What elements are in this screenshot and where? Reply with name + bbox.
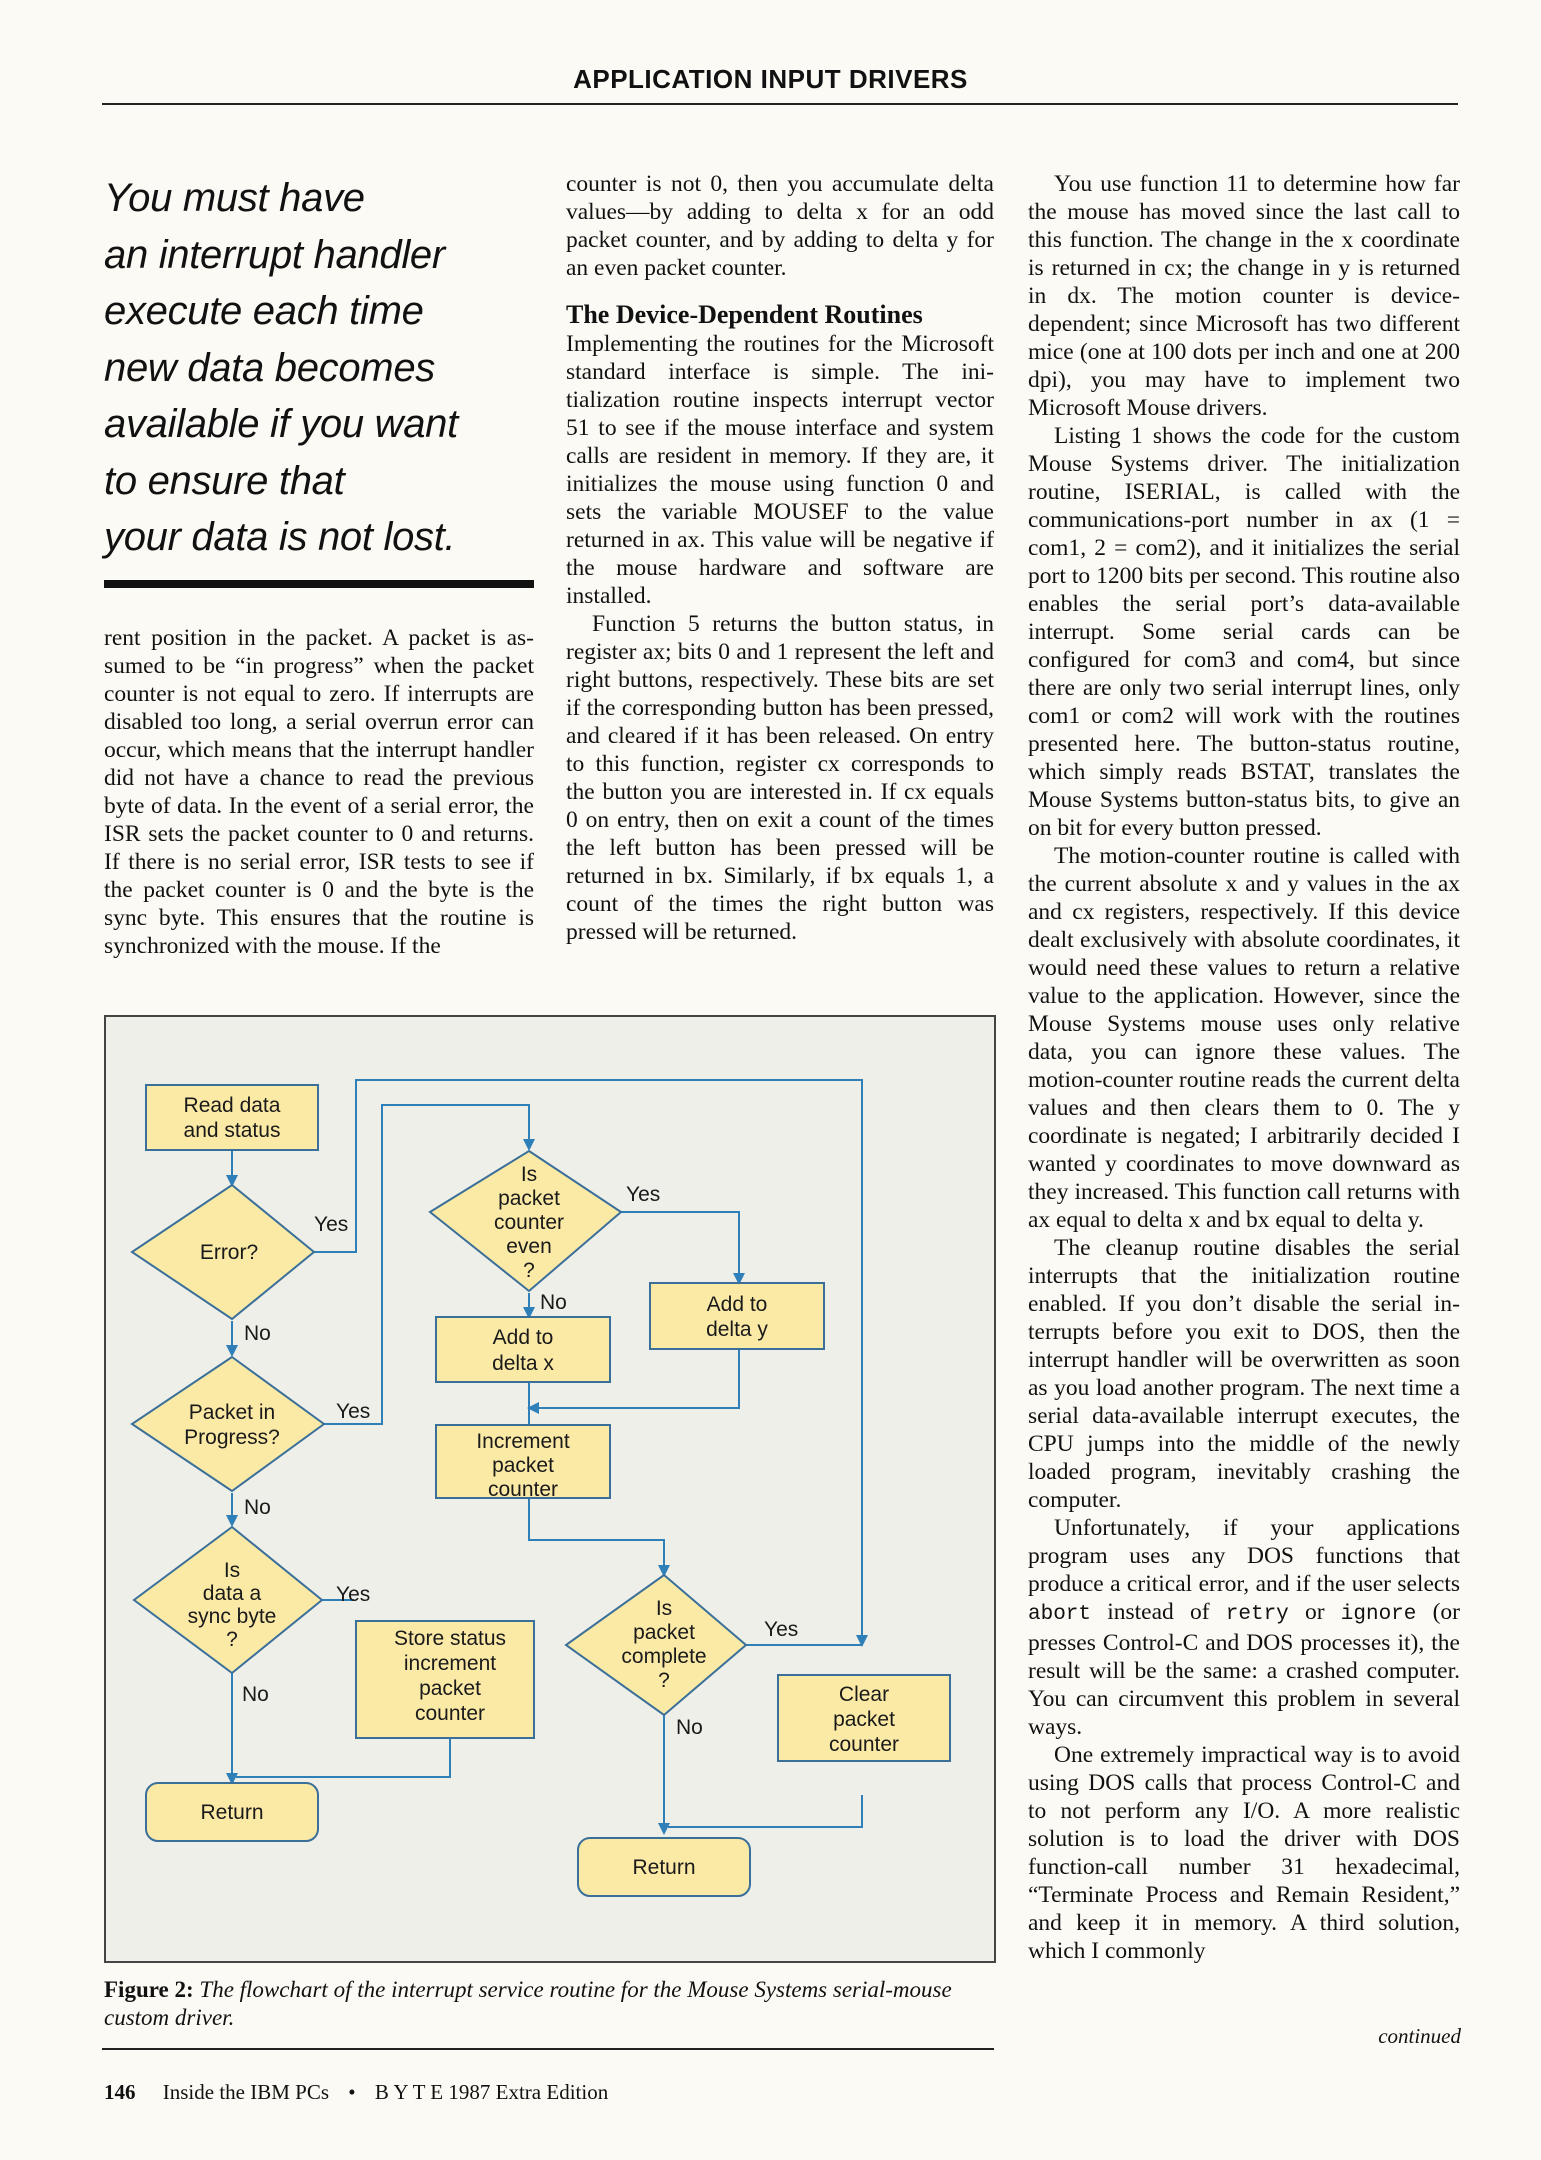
decision-label: even bbox=[506, 1235, 552, 1258]
no-label: No bbox=[540, 1291, 567, 1314]
decision-label: sync byte bbox=[187, 1605, 277, 1628]
yes-label: Yes bbox=[336, 1583, 371, 1606]
continued-label: continued bbox=[1378, 2024, 1461, 2048]
no-label: No bbox=[244, 1322, 271, 1345]
box-label: counter bbox=[487, 1478, 559, 1501]
body-paragraph: The cleanup routine disables the serial interrupts that the initialization routine enabled. If you don’t disable the serial interrupts before you exit to DOS, then the interrupt handler will be overwritten as soon as you load another program. The next time a serial data-available interrupt executes, the CPU jumps into the middle of the newly loaded program, inevitably crashing the computer. bbox=[1028, 1235, 1460, 1513]
box-label: Clear bbox=[838, 1683, 890, 1706]
pull-quote-rule bbox=[104, 580, 534, 588]
pull-quote-line: available if you want bbox=[104, 402, 458, 446]
yes-label: Yes bbox=[626, 1183, 661, 1206]
page-number: 146 bbox=[104, 2080, 136, 2104]
code-abort: abort bbox=[1028, 1603, 1092, 1626]
box-label: Increment bbox=[476, 1430, 570, 1453]
box-label: Return bbox=[632, 1856, 696, 1879]
header-rule bbox=[102, 103, 1458, 105]
decision-label: Is bbox=[520, 1163, 538, 1186]
box-label: packet bbox=[419, 1677, 481, 1700]
decision-label: Error? bbox=[199, 1241, 259, 1264]
body-paragraph: You use function 11 to determine how far the mouse has moved since the last call to this function. The change in the x coordinate is returned in cx; the change in y is returned in dx. The motion counter is device-dependent; since Microsoft has two different mice (one at 100 dots per inch and one at 200 dpi), you may have to implement two Microsoft Mouse drivers. bbox=[1028, 171, 1460, 421]
decision-label: Packet in bbox=[188, 1401, 276, 1424]
code-retry: retry bbox=[1225, 1603, 1289, 1626]
text-run: Unfortunately, if your applications program uses any DOS functions that produce a critical error, and if the user selects bbox=[1028, 1515, 1460, 1597]
no-label: No bbox=[244, 1496, 271, 1519]
code-ignore: ignore bbox=[1340, 1603, 1417, 1626]
section-heading: The Device-Dependent Routines bbox=[566, 300, 923, 329]
box-label: Store status bbox=[393, 1627, 507, 1650]
flowchart-figure bbox=[104, 1015, 996, 1963]
yes-label: Yes bbox=[336, 1400, 371, 1423]
pull-quote-line: You must have bbox=[104, 176, 365, 220]
box-label: delta y bbox=[706, 1318, 768, 1341]
decision-label: ? bbox=[523, 1259, 535, 1282]
yes-label: Yes bbox=[314, 1213, 349, 1236]
flowchart bbox=[104, 1015, 996, 1963]
box-label: Add to bbox=[492, 1326, 554, 1349]
footer-rule bbox=[102, 2048, 994, 2050]
decision-label: Is bbox=[655, 1597, 673, 1620]
decision-label: ? bbox=[226, 1628, 238, 1651]
box-label: Return bbox=[200, 1801, 264, 1824]
yes-label: Yes bbox=[764, 1618, 799, 1641]
running-header: APPLICATION INPUT DRIVERS bbox=[573, 64, 968, 94]
text-run: (or presses Control-C and DOS processes it), the result will be the same: a crashed computer. You can circumvent this problem in several ways. bbox=[1028, 1599, 1460, 1740]
footer-separator: • bbox=[348, 2080, 356, 2104]
magazine-name: B Y T E 1987 Extra Edition bbox=[374, 2080, 609, 2104]
no-label: No bbox=[242, 1683, 269, 1706]
body-paragraph: rent position in the packet. A packet is assumed to be “in progress” when the packet counter is not equal to zero. If interrupts are disabled too long, a serial overrun error can occur, which means that the interrupt handler did not have a chance to read the previous byte of data. In the event of a serial error, the ISR sets the packet counter to 0 and returns. If there is no serial error, ISR tests to see if the packet counter is 0 and the byte is the sync byte. This ensures that the routine is synchronized with the mouse. If the bbox=[104, 625, 534, 959]
body-paragraph: The motion-counter routine is called with the current absolute x and y values in the ax and cx registers, respectively. If this device dealt exclusively with absolute coordinates, it would need these values to return a relative value to the application. However, since the Mouse Systems mouse uses only relative data, you can ignore these values. The motion-counter routine reads the current delta values and then clears them to 0. The y coordinate is negated; I arbitrarily decided I wanted y coordinates to move downward as they increased. This function call returns with ax equal to delta x and bx equal to delta y. bbox=[1028, 843, 1460, 1233]
decision-label: packet bbox=[633, 1621, 695, 1644]
page-footer bbox=[104, 2080, 608, 2105]
body-paragraph: counter is not 0, then you accumulate delta values—by adding to delta x for an odd packet counter, and by adding to delta y for an even packet counter. bbox=[566, 171, 994, 281]
box-label: Add to bbox=[706, 1293, 768, 1316]
box-label: packet bbox=[833, 1708, 895, 1731]
decision-label: ? bbox=[658, 1669, 670, 1692]
box-label: and status bbox=[183, 1119, 281, 1142]
decision-label: Is bbox=[223, 1559, 241, 1582]
pull-quote-line: execute each time bbox=[104, 289, 424, 333]
publication-name: Inside the IBM PCs bbox=[162, 2080, 330, 2104]
decision-label: complete bbox=[621, 1645, 707, 1668]
pull-quote bbox=[104, 170, 544, 566]
body-paragraph: One extremely impractical way is to avoid using DOS calls that process Control-C and to not perform any I/O. A more realistic solution is to load the driver with DOS function-call number 31 hexadecimal, “Terminate Process and Remain Resident,” and keep it in memory. A third solution, which I commonly bbox=[1028, 1742, 1460, 1964]
box-label: increment bbox=[403, 1652, 497, 1675]
box-label: counter bbox=[414, 1702, 486, 1725]
figure-caption bbox=[104, 1976, 1004, 2032]
pull-quote-line: to ensure that bbox=[104, 458, 345, 503]
box-label: delta x bbox=[492, 1352, 554, 1375]
no-label: No bbox=[676, 1716, 703, 1739]
decision-label: counter bbox=[493, 1211, 565, 1234]
box-label: Read data bbox=[183, 1094, 281, 1117]
pull-quote-line: new data becomes bbox=[104, 345, 435, 390]
decision-label: packet bbox=[498, 1187, 560, 1210]
text-run: or bbox=[1304, 1599, 1325, 1625]
figure-label: Figure 2: bbox=[104, 1977, 194, 2002]
text-run: instead of bbox=[1107, 1599, 1210, 1625]
box-label: counter bbox=[828, 1733, 900, 1756]
column-1 bbox=[104, 624, 534, 960]
body-paragraph: Listing 1 shows the code for the custom Mouse Systems driver. The initialization routine, ISERIAL, is called with the communications-port number in ax (1 = com1, 2 = com2), and it initializes the serial port to 1200 bits per second. This routine also enables the serial port’s data-available interrupt. Some serial cards can be configured for com3 and com4, but since there are only two serial interrupt lines, only com1 or com2 will work with the routines presented here. The button-status routine, which simply reads BSTAT, translates the Mouse Systems button-status bits, to give an on bit for every button pressed. bbox=[1028, 423, 1460, 841]
body-paragraph bbox=[1028, 1514, 1460, 1741]
body-paragraph: Function 5 returns the button status, in register ax; bits 0 and 1 represent the left and right buttons, respectively. These bits are set if the corresponding button has been pressed, and cleared if it has been released. On entry to this function, register cx corresponds to the button you are interested in. If cx equals 0 on entry, then on exit a count of the times the left button has been pressed will be returned in bx. Similarly, if bx equals 1, a count of the times the right button was pressed will be returned. bbox=[566, 611, 994, 945]
body-paragraph: Implementing the routines for the Microsoft standard interface is simple. The initialization routine inspects interrupt vector 51 to see if the mouse interface and system calls are resident in memory. If they are, it initializes the mouse using function 0 and sets the variable MOUSEF to the value returned in ax. This value will be negative if the mouse hardware and software are installed. bbox=[566, 331, 994, 609]
column-2 bbox=[566, 170, 994, 946]
box-label: packet bbox=[492, 1454, 554, 1477]
pull-quote-line: an interrupt handler bbox=[104, 232, 445, 277]
decision-label: data a bbox=[202, 1582, 262, 1605]
pull-quote-line: your data is not lost. bbox=[104, 515, 456, 559]
figure-caption-text: The flowchart of the interrupt service routine for the Mouse Systems serial-mouse custom driver. bbox=[104, 1977, 952, 2030]
decision-label: Progress? bbox=[184, 1426, 280, 1449]
column-3 bbox=[1028, 170, 1460, 1965]
